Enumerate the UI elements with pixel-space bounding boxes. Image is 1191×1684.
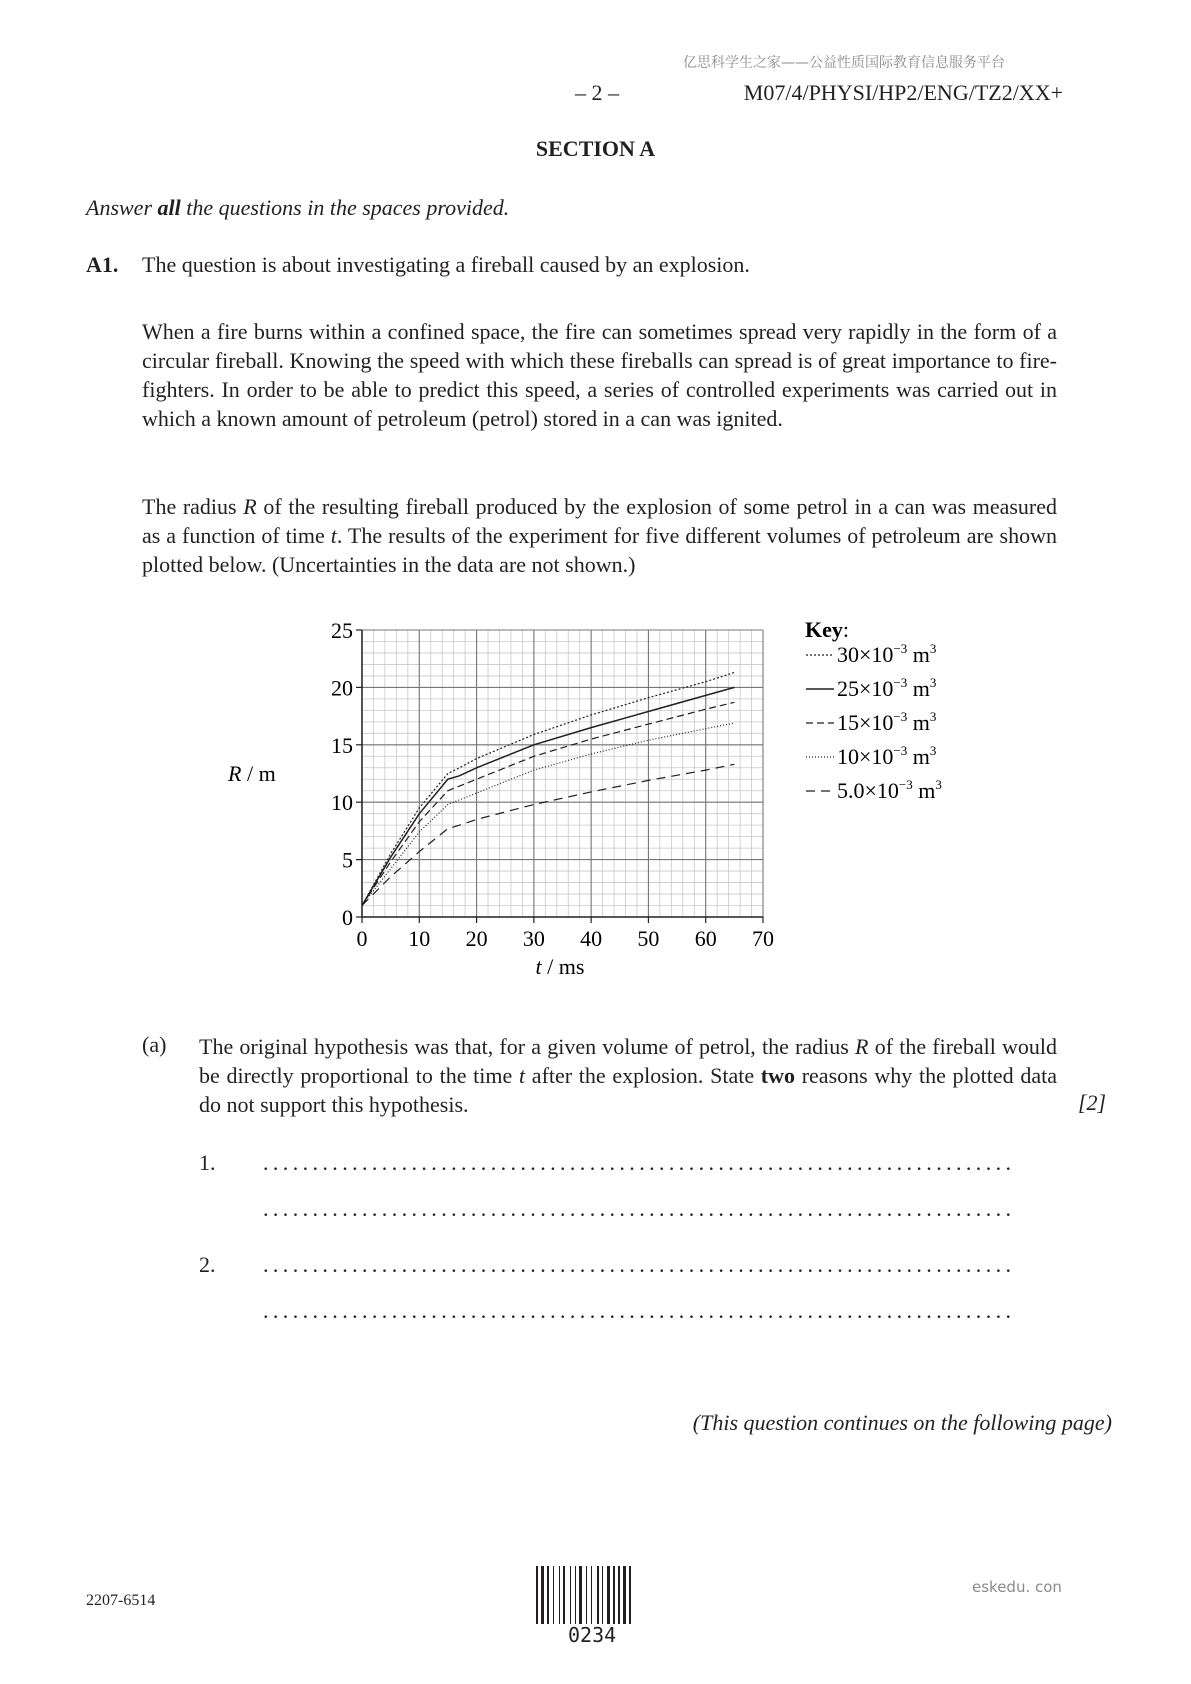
text-part: The original hypothesis was that, for a given volume of petrol, the radius [199, 1034, 856, 1059]
legend-label-unit: m [907, 710, 930, 735]
legend-label-exp: −3 [893, 675, 908, 690]
y-tick-label: 5 [342, 847, 353, 873]
legend-label-unit-exp: 3 [929, 743, 937, 758]
legend-label-unit: m [907, 642, 930, 667]
legend-label-3 [837, 709, 936, 735]
x-tick-label: 0 [356, 926, 368, 951]
variable-r: R [855, 1034, 869, 1059]
barcode-number: 0234 [568, 1623, 617, 1647]
legend-label-unit-exp: 3 [929, 641, 937, 656]
series-line-5 [362, 764, 734, 905]
question-number: A1. [86, 252, 119, 277]
legend [806, 641, 942, 803]
y-tick-label: 20 [331, 675, 353, 701]
y-axis-unit: / m [241, 761, 276, 786]
section-title: SECTION A [535, 136, 656, 161]
barcode-bar [570, 1566, 571, 1624]
legend-title-text: Key [805, 617, 843, 642]
barcode-bar [559, 1566, 560, 1624]
x-axis-var: t [535, 954, 542, 979]
legend-label-unit-exp: 3 [929, 709, 937, 724]
footer-code: 2207-6514 [86, 1592, 156, 1609]
y-tick-label: 25 [331, 618, 353, 643]
barcode-bar [547, 1566, 549, 1624]
legend-label-unit: m [912, 778, 936, 803]
legend-label-exp: −3 [893, 743, 908, 758]
barcode-bar [613, 1566, 615, 1624]
legend-label-base: 15×10 [837, 710, 894, 735]
series-line-3 [362, 702, 734, 905]
legend-label-unit-exp: 3 [935, 777, 942, 792]
x-tick-label: 60 [694, 926, 717, 951]
continuation-note: (This question continues on the following page) [692, 1410, 1112, 1435]
part-a-text [199, 1032, 1057, 1119]
barcode-bar [536, 1566, 538, 1624]
legend-label-base: 30×10 [837, 642, 894, 667]
text-part: reasons why the plotted data do not support this hypothesis. [199, 1063, 1057, 1117]
x-tick-label: 70 [752, 926, 774, 951]
legend-title: Key: [805, 617, 850, 642]
grid-major [362, 630, 763, 917]
y-tick-label: 10 [331, 790, 353, 816]
site-watermark: eskedu. con [972, 1578, 1062, 1596]
legend-label-base: 5.0×10 [837, 778, 899, 803]
series-lines [362, 673, 734, 906]
legend-label-exp: −3 [893, 709, 908, 724]
grid-minor [362, 630, 763, 917]
y-axis-label [227, 761, 276, 786]
legend-label-base: 10×10 [837, 744, 894, 769]
x-tick-label: 50 [637, 926, 660, 951]
x-tick-label: 40 [580, 926, 603, 951]
variable-t: t [518, 1063, 526, 1088]
legend-label-4 [837, 743, 936, 769]
x-tick-label: 30 [522, 926, 545, 951]
text-part: The radius [142, 494, 244, 519]
x-tick-label: 10 [408, 926, 431, 951]
legend-label-exp: −3 [893, 641, 908, 656]
barcode-bar [607, 1566, 610, 1624]
x-axis-label [536, 954, 585, 979]
text-part: of the fireball would be directly proportional to the time [199, 1034, 1057, 1088]
legend-label-unit-exp: 3 [929, 675, 937, 690]
tick-labels [331, 618, 774, 951]
barcode-bar [602, 1566, 603, 1624]
series-line-4 [362, 723, 734, 906]
part-a-label: (a) [142, 1032, 167, 1057]
barcode-bar [629, 1566, 631, 1624]
instruction-part: Answer [86, 195, 158, 220]
barcode-bar [563, 1566, 565, 1624]
x-tick-label: 20 [465, 926, 488, 951]
instruction-bold: all [157, 195, 181, 220]
barcode-bar [618, 1566, 620, 1624]
paper-code: M07/4/PHYSI/HP2/ENG/TZ2/XX+ [743, 80, 1063, 105]
y-tick-label: 0 [342, 905, 353, 930]
legend-label-unit: m [907, 744, 930, 769]
answer-line-2b[interactable]: ............................................................................ [263, 1298, 1016, 1323]
barcode [536, 1566, 666, 1626]
legend-label-base: 25×10 [837, 676, 894, 701]
answer-number-1: 1. [199, 1150, 216, 1175]
answer-number-2: 2. [199, 1252, 216, 1277]
question-paragraph-1: When a fire burns within a confined space, the fire can sometimes spread very rapidly in the form of a circular fireball. Knowing the speed with which these fireballs can spread is of great importance to fire-fighters. In order to be able to predict this speed, a series of controlled experiments was carried out in which a known amount of petroleum (petrol) stored in a can was ignited. [142, 319, 1057, 431]
barcode-bar [623, 1566, 626, 1624]
legend-label-exp: −3 [898, 777, 913, 792]
legend-label-5 [837, 777, 942, 803]
series-line-1 [362, 673, 734, 906]
barcode-bar [541, 1566, 544, 1624]
watermark-text: 亿思科学生之家——公益性质国际教育信息服务平台 [683, 55, 1005, 71]
variable-t: t [330, 523, 337, 548]
y-tick-label: 15 [331, 732, 353, 758]
answer-line-1b[interactable]: ............................................................................ [263, 1196, 1016, 1221]
legend-label-unit: m [907, 676, 930, 701]
question-intro: The question is about investigating a fireball caused by an explosion. [142, 252, 750, 277]
answer-line-1a[interactable]: ............................................................................ [263, 1150, 1016, 1175]
variable-r: R [243, 494, 257, 519]
y-axis-var: R [228, 761, 242, 786]
x-axis-unit: / ms [541, 954, 585, 979]
legend-label-2 [837, 675, 936, 701]
text-part: of the resulting fireball produced by the explosion of some petrol in a can was measured as a function of time [142, 494, 1057, 548]
legend-label-1 [837, 641, 936, 667]
text-part: . The results of the experiment for five different volumes of petroleum are shown plotted below. (Uncertainties in the data are not shown.) [142, 523, 1057, 577]
instruction-part: the questions in the spaces provided. [180, 195, 510, 220]
barcode-bar [597, 1566, 599, 1624]
bold-two: two [760, 1063, 796, 1088]
barcode-bar [591, 1566, 592, 1624]
page-number: – 2 – [575, 80, 619, 105]
barcode-bar [579, 1566, 582, 1624]
text-part: after the explosion. State [525, 1063, 761, 1088]
barcode-bar [553, 1566, 554, 1624]
series-line-2 [362, 687, 734, 905]
barcode-bar [586, 1566, 587, 1624]
answer-line-2a[interactable]: ............................................................................ [263, 1252, 1016, 1277]
marks-indicator: [2] [1078, 1090, 1107, 1115]
axes [356, 630, 763, 923]
barcode-bar [575, 1566, 576, 1624]
